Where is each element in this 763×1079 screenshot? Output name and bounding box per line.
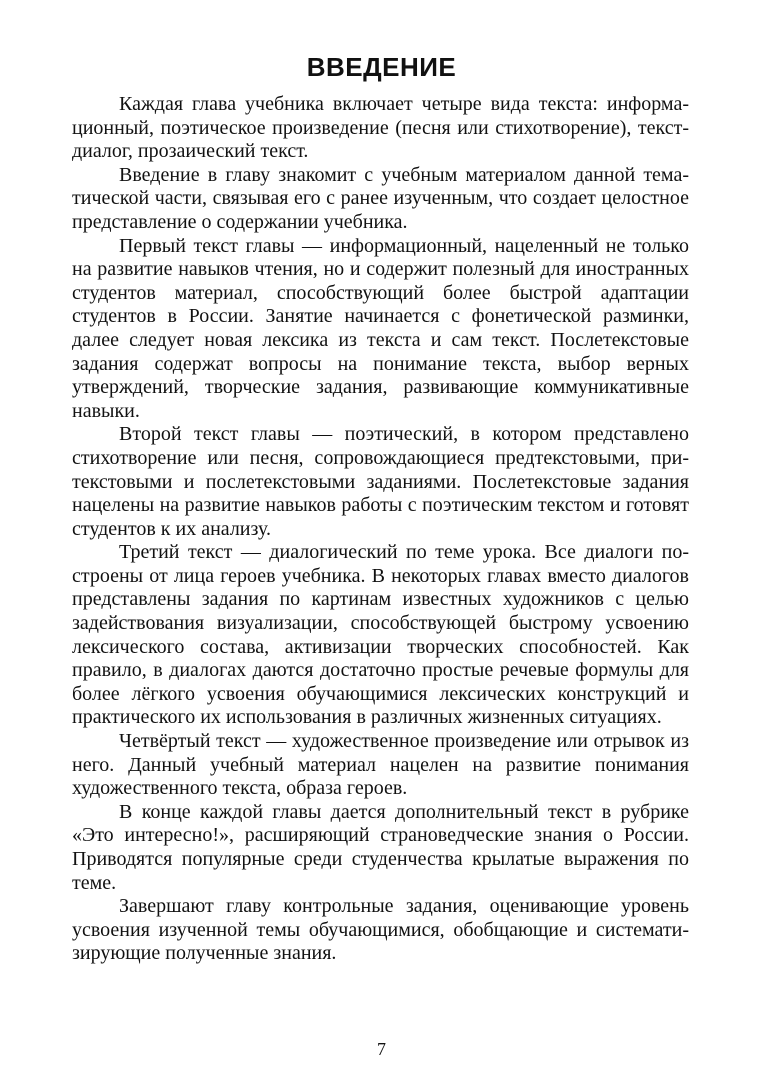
paragraph: Второй текст главы — поэтический, в котором представлено стихотворение или песня, сопровождающиеся предтекстовыми, притекстовыми и послетекстовыми заданиями. Послетекстовые задания нацелены на развитие навыков работы с поэтическим текстом и готовят студентов к их анализу. bbox=[72, 423, 689, 540]
paragraph: Третий текст — диалогический по теме урока. Все диалоги построены от лица героев учебника. В некоторых главах вместо диалогов представлены задания по картинам известных художников с целью задействования визуализации, способствующей быстрому усвоению лексического состава, активизации творческих способностей. Как правило, в диалогах даются достаточно простые речевые формулы для более лёгкого усвоения обучающимися лексических конструкций и практического их использования в различных жизненных ситуациях. bbox=[72, 541, 689, 729]
body-text bbox=[72, 93, 689, 966]
paragraph: В конце каждой главы дается дополнительный текст в рубрике «Это интересно!», расширяющий страноведческие знания о России. Приводятся популярные среди студенчества крылатые выражения по теме. bbox=[72, 800, 689, 894]
paragraph: Четвёртый текст — художественное произведение или отрывок из него. Данный учебный материал нацелен на развитие понимания художественного текста, образа героев. bbox=[72, 730, 689, 800]
page-title: ВВЕДЕНИЕ bbox=[306, 52, 457, 82]
paragraph: Введение в главу знакомит с учебным материалом данной тематической части, связывая его с ранее изученным, что создает целостное представление о содержании учебника. bbox=[72, 163, 689, 233]
paragraph: Завершают главу контрольные задания, оценивающие уровень усвоения изученной темы обучающимися, обобщающие и систематизирующие полученные знания. bbox=[72, 895, 689, 965]
page-number: 7 bbox=[377, 1039, 386, 1059]
paragraph: Каждая глава учебника включает четыре вида текста: информационный, поэтическое произведение (песня или стихотворение), текст-диалог, прозаический текст. bbox=[72, 93, 689, 163]
paragraph: Первый текст главы — информационный, нацеленный не только на развитие навыков чтения, но и содержит полезный для иностранных студентов материал, способствующий более быстрой адаптации студентов в России. Занятие начинается с фонетической разминки, далее следует новая лексика из текста и сам текст. Послетекстовые задания содержат вопросы на понимание текста, выбор верных утверждений, творческие задания, развивающие коммуникативные навыки. bbox=[72, 234, 689, 422]
